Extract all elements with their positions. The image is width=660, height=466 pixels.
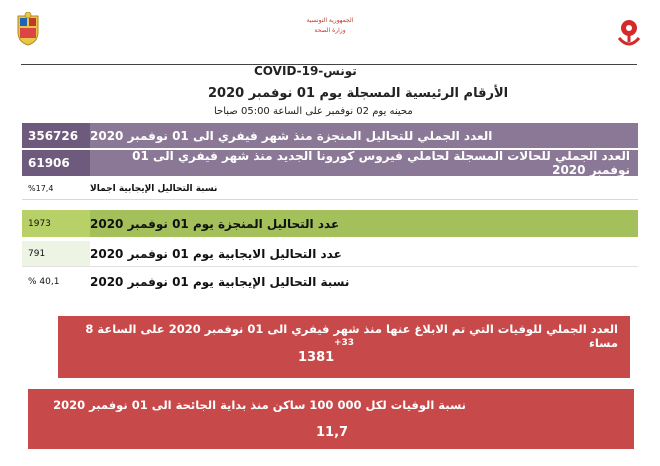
stat-value: %17,4 [28, 184, 54, 193]
stat-label: عدد التحاليل الايجابية يوم 01 نوفمبر 2020 [90, 241, 638, 266]
update-time: محينه يوم 02 نوفمبر على الساعة 05:00 صباحا [214, 106, 413, 117]
stat-row-daily-tests [22, 210, 638, 237]
mortality-label: نسبة الوفيات لكل 000 100 ساكن منذ بداية الجائحة الى 01 نوفمبر 2020 [53, 398, 466, 412]
stat-label: عدد التحاليل المنجزة يوم 01 نوفمبر 2020 [90, 210, 638, 237]
page-subtitle: الأرقام الرئيسية المسجلة يوم 01 نوفمبر 2020 [208, 86, 509, 101]
deaths-delta: +33 [334, 338, 355, 348]
stat-value: 791 [22, 241, 90, 266]
deaths-box [58, 316, 630, 378]
stat-value: 356726 [22, 123, 90, 148]
deaths-value: 1381 [298, 350, 335, 365]
stat-label: نسبة التحاليل الإيجابية يوم 01 نوفمبر 2020 [90, 274, 350, 289]
stat-row-daily-positive [22, 241, 638, 267]
ministry-anchor-logo-icon [614, 18, 644, 50]
page-title: COVID-19-تونس [254, 64, 357, 78]
stat-row-overall-positivity [22, 178, 638, 200]
stat-label: نسبة التحاليل الإيجابية اجمالا [90, 183, 218, 194]
stat-label: العدد الجملي للتحاليل المنجزة منذ شهر فيفري الى 01 نوفمبر 2020 [90, 128, 493, 143]
stat-value: % 40,1 [28, 276, 60, 287]
tunisia-coat-of-arms-icon [14, 12, 42, 46]
ministry-line-1: الجمهورية التونسية [306, 17, 354, 24]
deaths-label: العدد الجملي للوفيات التي تم الابلاغ عنها منذ شهر فيفري الى 01 نوفمبر 2020 على الساعة 8 مساء [85, 322, 618, 350]
stat-row-daily-positivity [22, 268, 638, 295]
stat-label: العدد الجملي للحالات المسجلة لحاملي فيروس كورونا الجديد منذ شهر فيفري الى 01 نوفمبر 2020 [132, 149, 630, 177]
mortality-box [28, 389, 634, 449]
stat-value: 1973 [22, 210, 90, 237]
stat-value: 61906 [22, 150, 90, 176]
ministry-name [275, 16, 385, 36]
mortality-value: 11,7 [316, 425, 349, 440]
stat-row-total-tests [22, 123, 638, 148]
ministry-line-2: وزارة الصحة [314, 27, 346, 34]
stat-row-total-cases [22, 150, 638, 176]
